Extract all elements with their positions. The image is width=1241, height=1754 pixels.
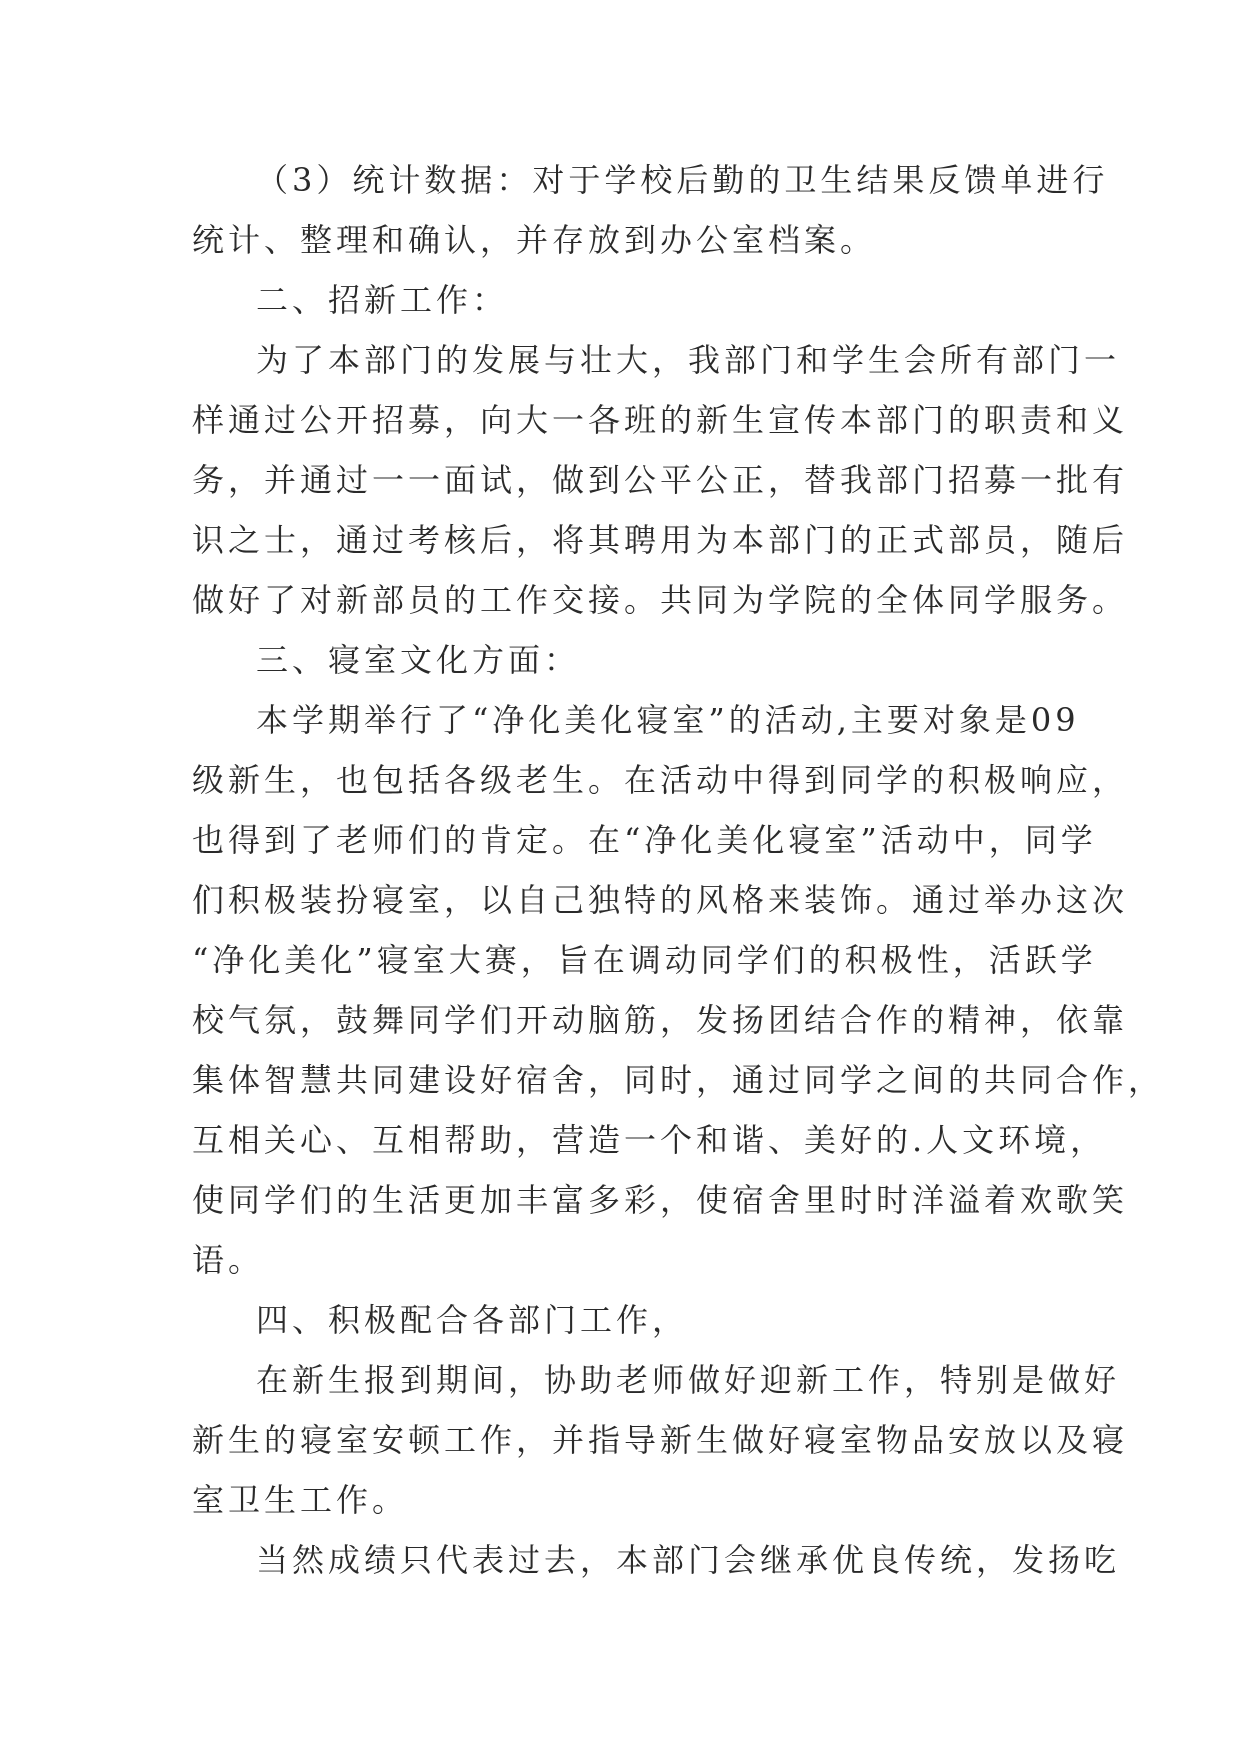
heading-line: 三、寝室文化方面：	[256, 641, 581, 679]
heading-line: 二、招新工作：	[256, 281, 509, 319]
text-line: 集体智慧共同建设好宿舍，同时，通过同学之间的共同合作，	[192, 1061, 1165, 1099]
text-line: 务，并通过一一面试，做到公平公正，替我部门招募一批有	[192, 461, 1129, 499]
text-line: 样通过公开招募，向大一各班的新生宣传本部门的职责和义	[192, 401, 1129, 439]
paragraph-dorm-culture	[192, 690, 1165, 1290]
text-line: （3）统计数据：对于学校后勤的卫生结果反馈单进行	[256, 161, 1109, 199]
section-heading-recruitment	[192, 270, 1052, 330]
paragraph-conclusion	[192, 1530, 1121, 1590]
text-line: 统计、整理和确认，并存放到办公室档案。	[192, 221, 877, 259]
text-line: 新生的寝室安顿工作，并指导新生做好寝室物品安放以及寝	[192, 1421, 1129, 1459]
text-line: 做好了对新部员的工作交接。共同为学院的全体同学服务。	[192, 581, 1129, 619]
paragraph-cooperation	[192, 1350, 1129, 1530]
document-body	[192, 150, 1165, 1590]
text-line: 们积极装扮寝室，以自己独特的风格来装饰。通过举办这次	[192, 881, 1129, 919]
text-line: 级新生，也包括各级老生。在活动中得到同学的积极响应，	[192, 761, 1129, 799]
text-line: 使同学们的生活更加丰富多彩，使宿舍里时时洋溢着欢歌笑	[192, 1181, 1129, 1219]
section-heading-dorm-culture	[192, 630, 1052, 690]
text-line: 室卫生工作。	[192, 1481, 409, 1519]
text-line: 互相关心、互相帮助，营造一个和谐、美好的.人文环境，	[192, 1121, 1107, 1159]
text-line: 语。	[192, 1241, 265, 1279]
text-line: 识之士，通过考核后，将其聘用为本部门的正式部员，随后	[192, 521, 1129, 559]
text-line: 为了本部门的发展与壮大，我部门和学生会所有部门一	[256, 341, 1121, 379]
text-line: 校气氛，鼓舞同学们开动脑筋，发扬团结合作的精神，依靠	[192, 1001, 1129, 1039]
heading-line: 四、积极配合各部门工作，	[256, 1301, 689, 1339]
paragraph-recruitment	[192, 330, 1129, 630]
section-heading-cooperation	[192, 1290, 1052, 1350]
text-line: 在新生报到期间，协助老师做好迎新工作，特别是做好	[256, 1361, 1121, 1399]
text-line: “净化美化”寝室大赛，旨在调动同学们的积极性，活跃学	[192, 941, 1097, 979]
paragraph-statistics	[192, 150, 1109, 270]
text-line: 当然成绩只代表过去，本部门会继承优良传统，发扬吃	[256, 1541, 1121, 1579]
text-line: 也得到了老师们的肯定。在“净化美化寝室”活动中，同学	[192, 821, 1097, 859]
text-line: 本学期举行了“净化美化寝室”的活动,主要对象是09	[256, 701, 1080, 739]
